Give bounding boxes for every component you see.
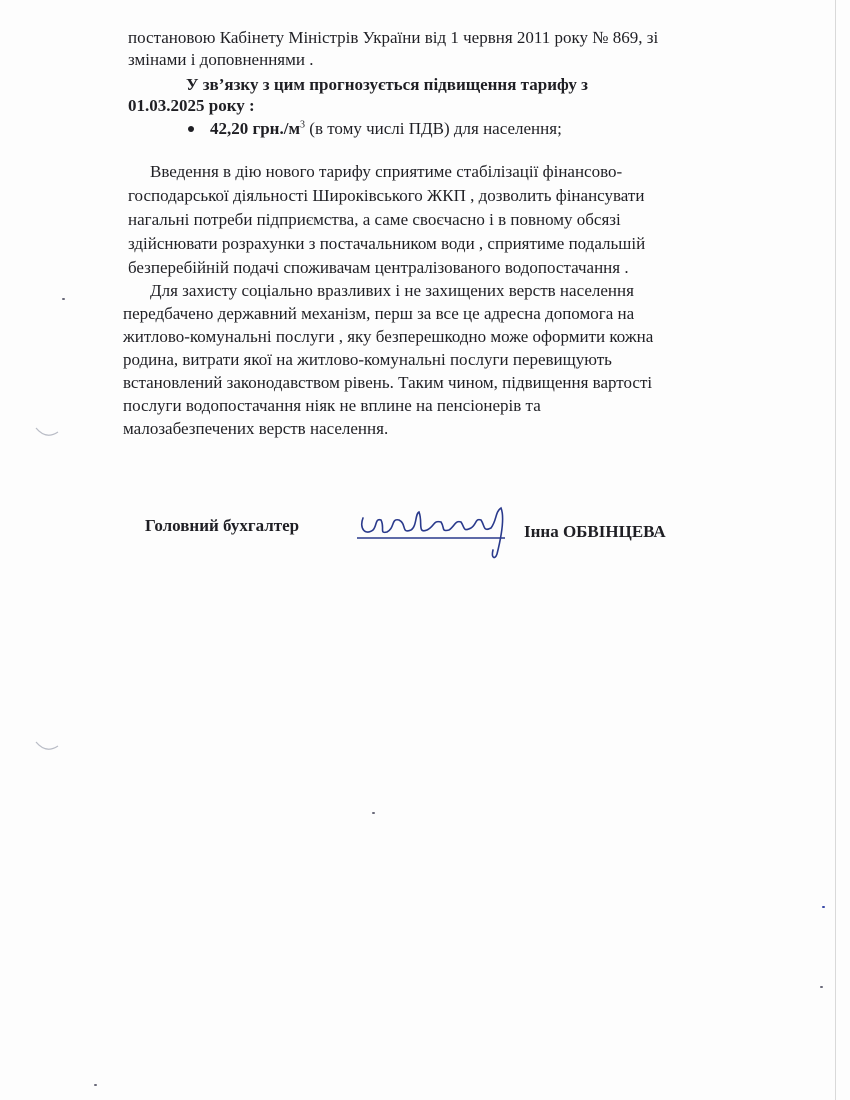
scan-speck bbox=[372, 812, 375, 814]
protection-line-1: Для захисту соціально вразливих і не захищених верств населення bbox=[150, 281, 634, 300]
scan-speck bbox=[820, 986, 823, 988]
signatory-position: Головний бухгалтер bbox=[145, 516, 300, 535]
introduction-line-3: нагальні потреби підприємства, а саме своєчасно і в повному обсязі bbox=[128, 210, 621, 229]
forecast-heading-line-1: У зв’язку з цим прогнозується підвищення тарифу з bbox=[186, 75, 588, 94]
intro-line-2: змінами і доповненнями . bbox=[128, 50, 314, 69]
scan-speck bbox=[62, 298, 65, 300]
bullet-icon bbox=[188, 126, 194, 132]
protection-line-6: послуги водопостачання ніяк не вплине на пенсіонерів та bbox=[123, 396, 541, 415]
protection-line-7: малозабезпечених верств населення. bbox=[123, 419, 389, 438]
protection-line-3: житлово-комунальні послуги , яку безперешкодно може оформити кожна bbox=[123, 327, 654, 346]
tariff-value: 42,20 грн./м bbox=[210, 119, 301, 138]
protection-line-4: родина, витрати якої на житлово-комунальні послуги перевищують bbox=[123, 350, 612, 369]
introduction-line-2: господарської діяльності Широківського ЖКП , дозволить фінансувати bbox=[128, 186, 645, 205]
introduction-line-1: Введення в дію нового тарифу сприятиме стабілізації фінансово- bbox=[150, 162, 623, 181]
signatory-name: Інна ОБВІНЦЕВА bbox=[524, 522, 666, 541]
tariff-description: (в тому числі ПДВ) для населення; bbox=[305, 119, 562, 138]
punch-hole-mark bbox=[34, 426, 60, 440]
introduction-line-4: здійснювати розрахунки з постачальником води , сприятиме подальшій bbox=[128, 234, 646, 253]
scan-speck bbox=[822, 906, 825, 908]
intro-line-1: постановою Кабінету Міністрів України від 1 червня 2011 року № 869, зі bbox=[128, 28, 659, 47]
forecast-heading-line-2: 01.03.2025 року : bbox=[128, 96, 255, 115]
handwritten-signature bbox=[355, 498, 525, 562]
tariff-item bbox=[210, 119, 562, 139]
punch-hole-mark bbox=[34, 740, 60, 754]
protection-line-5: встановлений законодавством рівень. Таким чином, підвищення вартості bbox=[123, 373, 653, 392]
scan-edge bbox=[835, 0, 836, 1100]
tariff-unit-superscript: 3 bbox=[300, 119, 306, 131]
introduction-line-5: безперебійній подачі споживачам централізованого водопостачання . bbox=[128, 258, 629, 277]
protection-line-2: передбачено державний механізм, перш за все це адресна допомога на bbox=[123, 304, 635, 323]
scan-speck bbox=[94, 1084, 97, 1086]
